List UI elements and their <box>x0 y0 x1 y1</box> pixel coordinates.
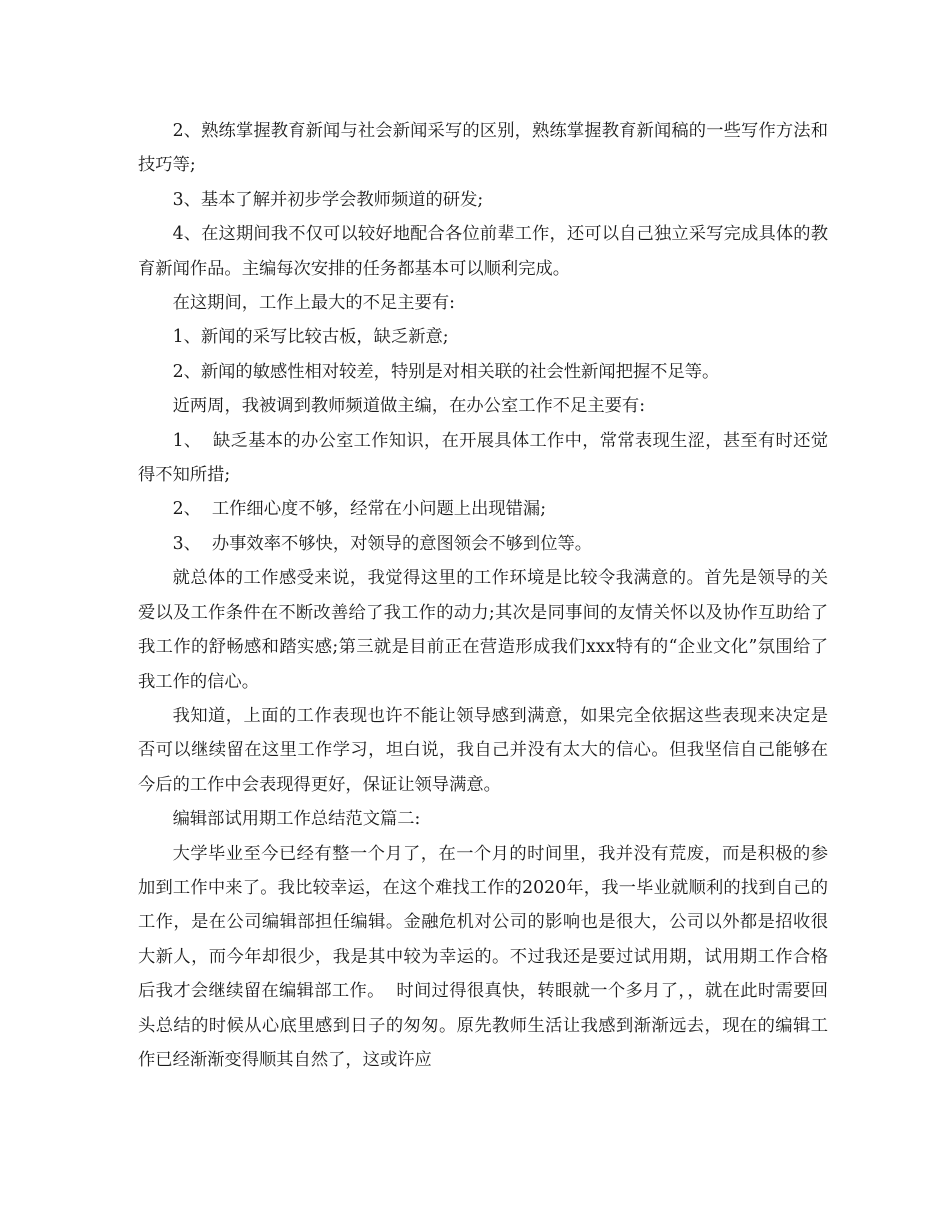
paragraph: 在这期间，工作上最大的不足主要有: <box>172 293 455 314</box>
document-body <box>138 114 828 1077</box>
paragraph: 1、新闻的采写比较古板，缺乏新意; <box>172 327 449 348</box>
paragraph: 4、在这期间我不仅可以较好地配合各位前辈工作，还可以自己独立采写完成具体的教育新闻作品。主编每次安排的任务都基本可以顺利完成。 <box>138 224 828 279</box>
paragraph: 就总体的工作感受来说，我觉得这里的工作环境是比较令我满意的。首先是领导的关爱以及工作条件在不断改善给了我工作的动力;其次是同事间的友情关怀以及协作互助给了我工作的舒畅感和踏实感;第三就是目前正在营造形成我们xxx特有的“企业文化”氛围给了我工作的信心。 <box>138 568 828 692</box>
paragraph: 大学毕业至今已经有整一个月了，在一个月的时间里，我并没有荒废，而是积极的参加到工作中来了。我比较幸运，在这个难找工作的2020年，我一毕业就顺利的找到自己的工作，是在公司编辑部担任编辑。金融危机对公司的影响也是很大，公司以外都是招收很大新人，而今年却很少，我是其中较为幸运的。不过我还是要过试用期，试用期工作合格后我才会继续留在编辑部工作。 时间过得很真快，转眼就一个多月了，，就在此时需要回头总结的时候从心底里感到日子的匆匆。原先教师生活让我感到渐渐远去，现在的编辑工作已经渐渐变得顺其自然了，这或许应 <box>138 843 828 1070</box>
paragraph: 2、熟练掌握教育新闻与社会新闻采写的区别，熟练掌握教育新闻稿的一些写作方法和技巧等; <box>138 121 828 176</box>
paragraph: 3、 办事效率不够快，对领导的意图领会不够到位等。 <box>172 533 593 554</box>
paragraph: 1、 缺乏基本的办公室工作知识，在开展具体工作中，常常表现生涩，甚至有时还觉得不知所措; <box>138 430 828 486</box>
paragraph: 2、新闻的敏感性相对较差，特别是对相关联的社会性新闻把握不足等。 <box>172 361 720 382</box>
paragraph: 近两周，我被调到教师频道做主编，在办公室工作不足主要有: <box>172 396 646 417</box>
paragraph: 2、 工作细心度不够，经常在小问题上出现错漏; <box>172 499 547 520</box>
section-heading: 编辑部试用期工作总结范文篇二: <box>172 809 421 830</box>
paragraph: 3、基本了解并初步学会教师频道的研发; <box>172 189 484 210</box>
paragraph: 我知道，上面的工作表现也许不能让领导感到满意，如果完全依据这些表现来决定是否可以继续留在这里工作学习，坦白说，我自己并没有太大的信心。但我坚信自己能够在今后的工作中会表现得更好，保证让领导满意。 <box>138 705 828 795</box>
